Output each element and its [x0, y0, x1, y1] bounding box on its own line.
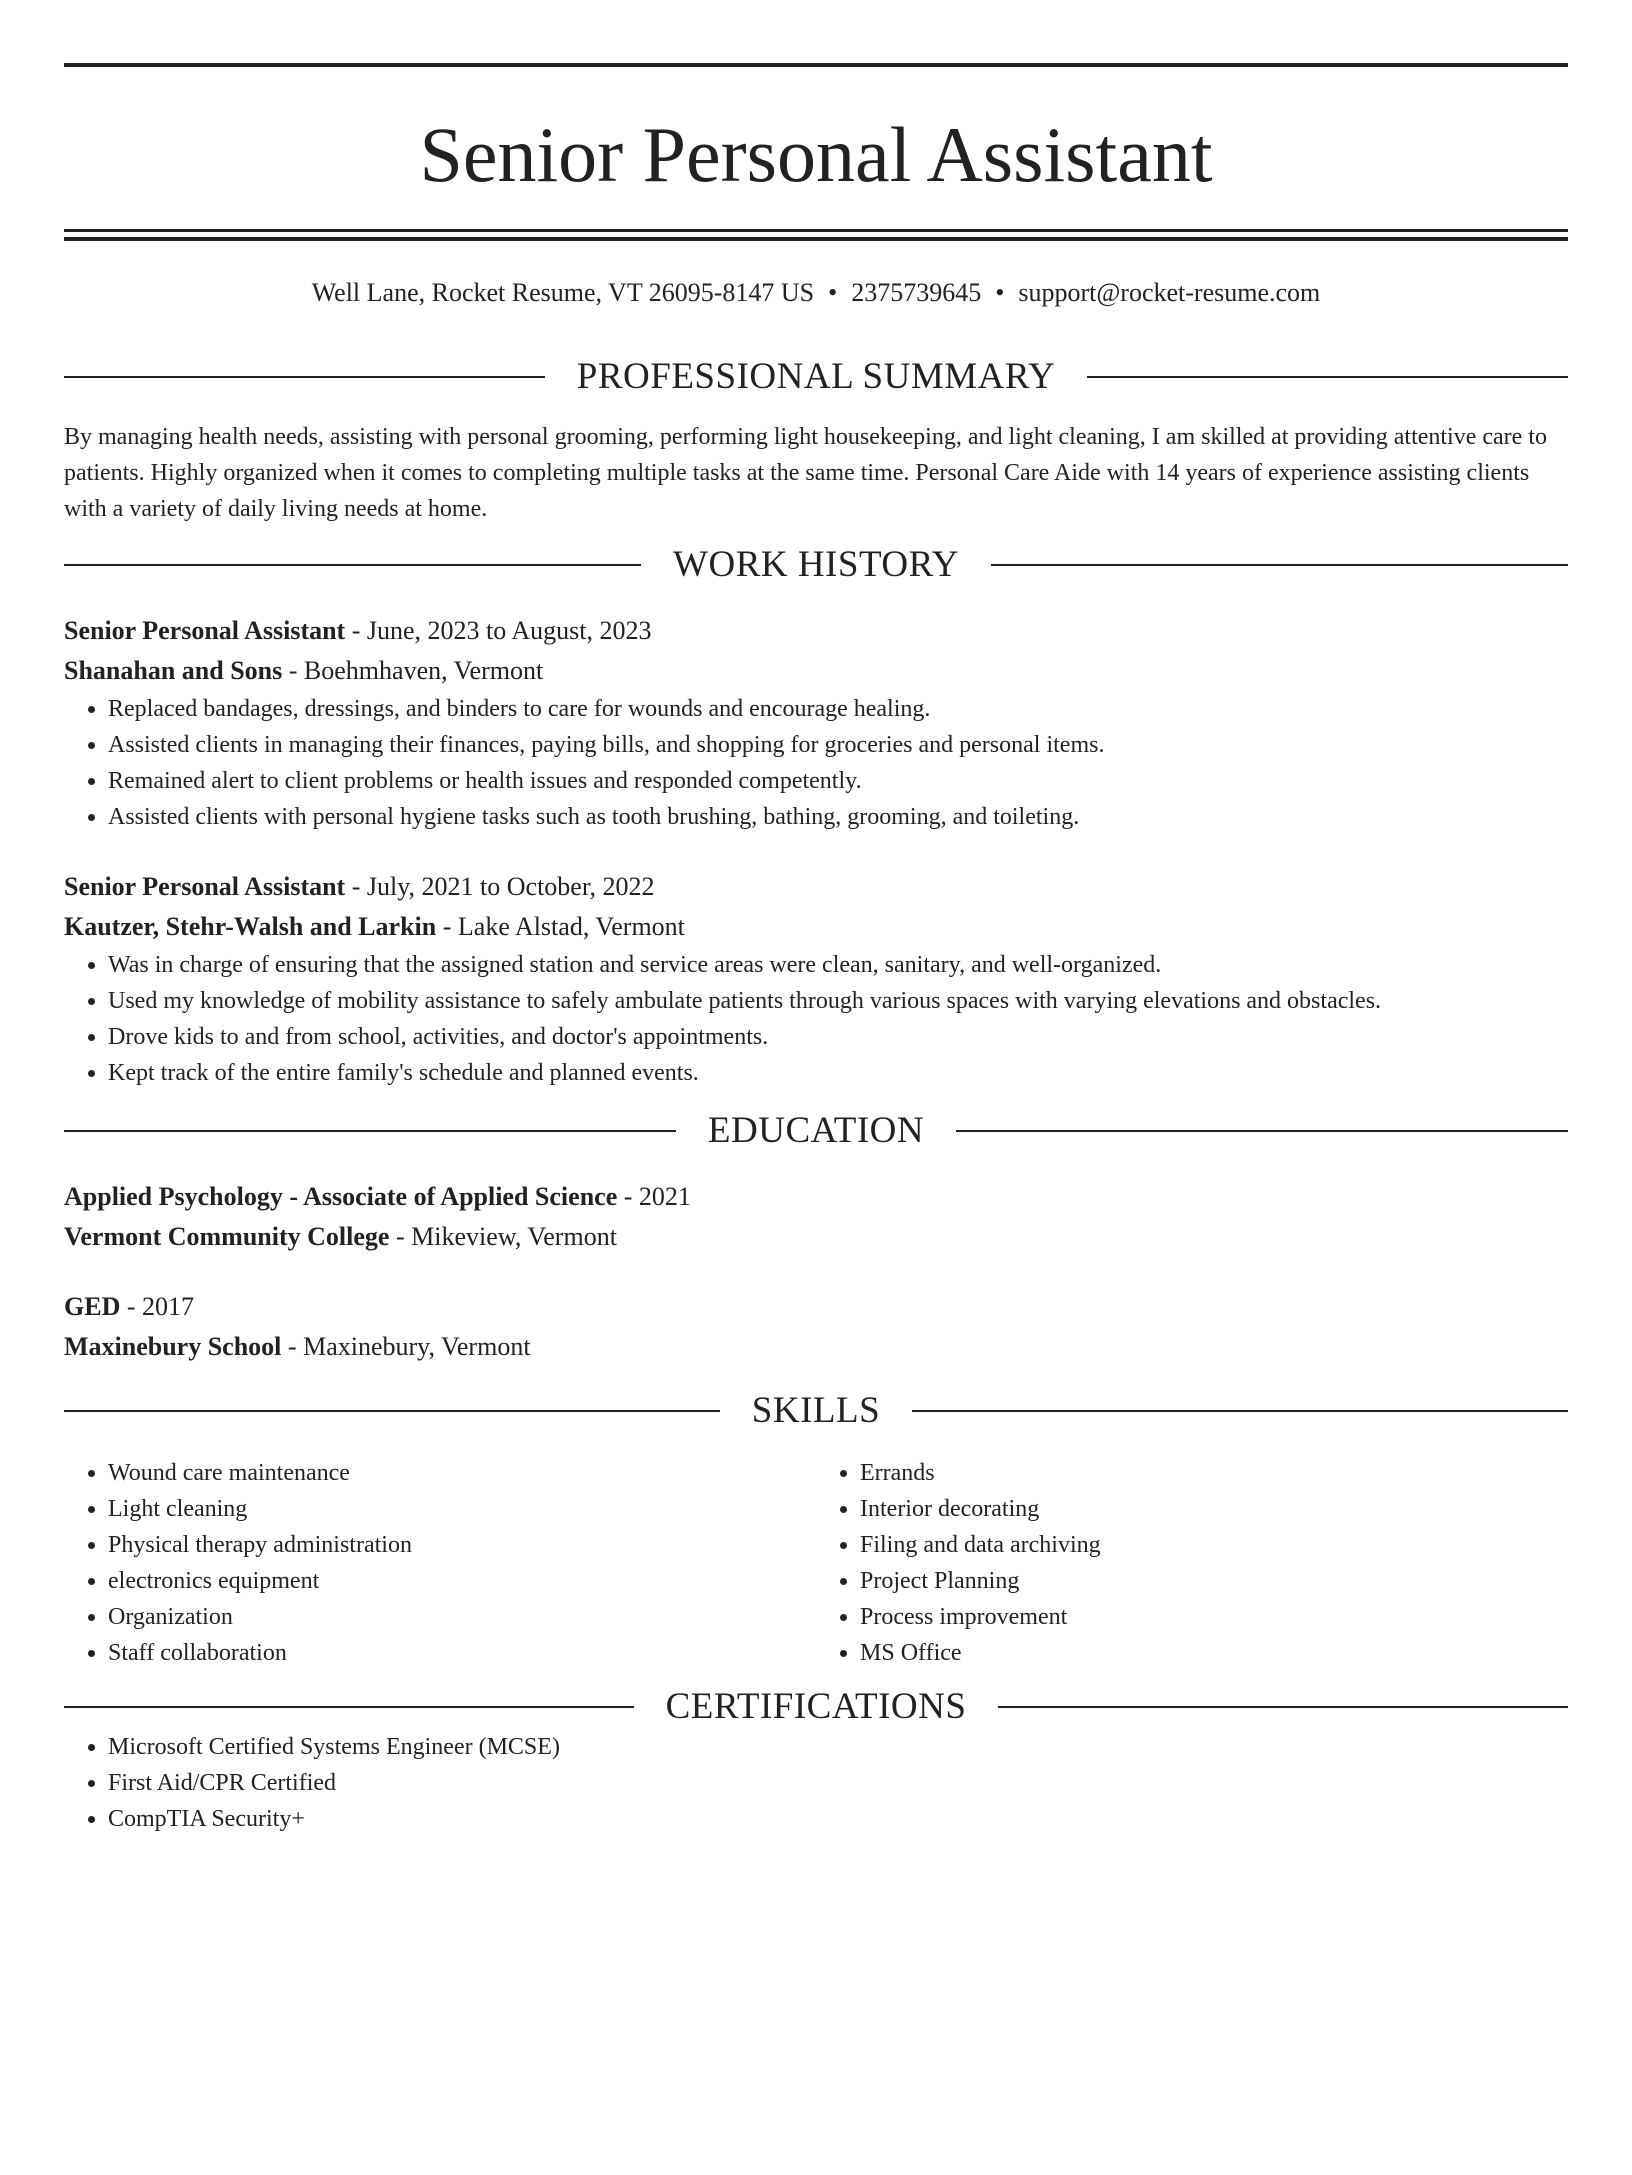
job-title: Senior Personal Assistant: [64, 872, 346, 901]
list-item: • Physical therapy administration: [108, 1527, 816, 1563]
list-item: • Used my knowledge of mobility assistance to safely ambulate patients through various spaces with varying elevations and obstacles.: [108, 983, 1568, 1019]
section-heading-summary: [64, 355, 1568, 399]
heading-rule: [64, 564, 641, 566]
contact-separator: •: [828, 278, 838, 307]
section-heading-certifications: [64, 1685, 1568, 1729]
contact-line: [64, 275, 1568, 311]
list-item: • CompTIA Security+: [108, 1801, 1568, 1837]
list-item: • Kept track of the entire family's schedule and planned events.: [108, 1055, 1568, 1091]
section-title: EDUCATION: [707, 1110, 925, 1151]
heading-rule: [956, 1130, 1568, 1132]
list-item: • Project Planning: [860, 1563, 1568, 1599]
job-dates: - June, 2023 to August, 2023: [345, 616, 652, 645]
section-title: PROFESSIONAL SUMMARY: [576, 356, 1056, 397]
resume-title: Senior Personal Assistant: [419, 111, 1213, 198]
list-item: • Filing and data archiving: [860, 1527, 1568, 1563]
heading-rule: [1087, 376, 1568, 378]
title-divider-lower: [64, 237, 1568, 241]
resume-page: [0, 63, 1632, 2175]
top-divider: [64, 63, 1568, 67]
list-item: • electronics equipment: [108, 1563, 816, 1599]
section-heading-education: [64, 1109, 1568, 1153]
list-item: • Light cleaning: [108, 1491, 816, 1527]
section-title: CERTIFICATIONS: [665, 1686, 967, 1727]
job-company: Shanahan and Sons: [64, 656, 283, 685]
list-item: • Wound care maintenance: [108, 1455, 816, 1491]
list-item: • Replaced bandages, dressings, and binders to care for wounds and encourage healing.: [108, 691, 1568, 727]
heading-rule: [64, 1410, 720, 1412]
job-company-line: [64, 907, 1568, 947]
job-bullets: [64, 947, 1568, 1091]
list-item: • Organization: [108, 1599, 816, 1635]
heading-rule: [64, 376, 545, 378]
heading-rule: [998, 1706, 1568, 1708]
heading-rule: [64, 1130, 676, 1132]
list-item: • First Aid/CPR Certified: [108, 1765, 1568, 1801]
contact-address: Well Lane, Rocket Resume, VT 26095-8147 US: [311, 278, 815, 307]
list-item: • Remained alert to client problems or health issues and responded competently.: [108, 763, 1568, 799]
education-entry: [64, 1287, 1568, 1367]
job-company: Kautzer, Stehr-Walsh and Larkin: [64, 912, 437, 941]
job-entry: [64, 611, 1568, 835]
summary-text: By managing health needs, assisting with personal grooming, performing light housekeeping, and light cleaning, I am skilled at providing attentive care to patients. Highly organized when it comes to completing multiple tasks at the same time. Personal Care Aide with 14 years of experience assisting clients with a variety of daily living needs at home.: [64, 424, 1547, 522]
list-item: • Microsoft Certified Systems Engineer (MCSE): [108, 1729, 1568, 1765]
school: Maxinebury School: [64, 1332, 282, 1361]
school: Vermont Community College: [64, 1222, 390, 1251]
school-line: [64, 1217, 1568, 1257]
section-title: SKILLS: [751, 1390, 881, 1431]
heading-rule: [991, 564, 1568, 566]
section-heading-skills: [64, 1389, 1568, 1433]
degree: GED: [64, 1292, 121, 1321]
list-item: • Staff collaboration: [108, 1635, 816, 1671]
job-location: - Boehmhaven, Vermont: [282, 656, 544, 685]
section-heading-work-history: [64, 543, 1568, 587]
job-company-line: [64, 651, 1568, 691]
job-entry: [64, 867, 1568, 1091]
degree-line: [64, 1177, 1568, 1217]
school-line: [64, 1327, 1568, 1367]
list-item: • Errands: [860, 1455, 1568, 1491]
list-item: • Drove kids to and from school, activities, and doctor's appointments.: [108, 1019, 1568, 1055]
list-item: • MS Office: [860, 1635, 1568, 1671]
list-item: • Assisted clients with personal hygiene tasks such as tooth brushing, bathing, grooming, and toileting.: [108, 799, 1568, 835]
heading-rule: [912, 1410, 1568, 1412]
school-location: - Maxinebury, Vermont: [281, 1332, 531, 1361]
skills-columns: [64, 1455, 1568, 1671]
degree-year: - 2017: [120, 1292, 195, 1321]
contact-separator: •: [995, 278, 1005, 307]
job-title-line: [64, 867, 1568, 907]
job-location: - Lake Alstad, Vermont: [436, 912, 685, 941]
contact-email: support@rocket-resume.com: [1018, 278, 1321, 307]
contact-phone: 2375739645: [851, 278, 982, 307]
skills-left-column: [64, 1455, 816, 1671]
title-divider-upper: [64, 229, 1568, 232]
degree-line: [64, 1287, 1568, 1327]
school-location: - Mikeview, Vermont: [389, 1222, 617, 1251]
job-title: Senior Personal Assistant: [64, 616, 346, 645]
section-title: WORK HISTORY: [673, 544, 959, 585]
skills-right-column: [816, 1455, 1568, 1671]
degree-year: - 2021: [617, 1182, 691, 1211]
job-title-line: [64, 611, 1568, 651]
list-item: • Was in charge of ensuring that the assigned station and service areas were clean, sanitary, and well-organized.: [108, 947, 1568, 983]
list-item: • Interior decorating: [860, 1491, 1568, 1527]
degree: Applied Psychology - Associate of Applied Science: [64, 1182, 618, 1211]
job-bullets: [64, 691, 1568, 835]
job-dates: - July, 2021 to October, 2022: [345, 872, 655, 901]
certifications-list: [64, 1729, 1568, 1837]
heading-rule: [64, 1706, 634, 1708]
education-entry: [64, 1177, 1568, 1257]
list-item: • Assisted clients in managing their finances, paying bills, and shopping for groceries and personal items.: [108, 727, 1568, 763]
list-item: • Process improvement: [860, 1599, 1568, 1635]
